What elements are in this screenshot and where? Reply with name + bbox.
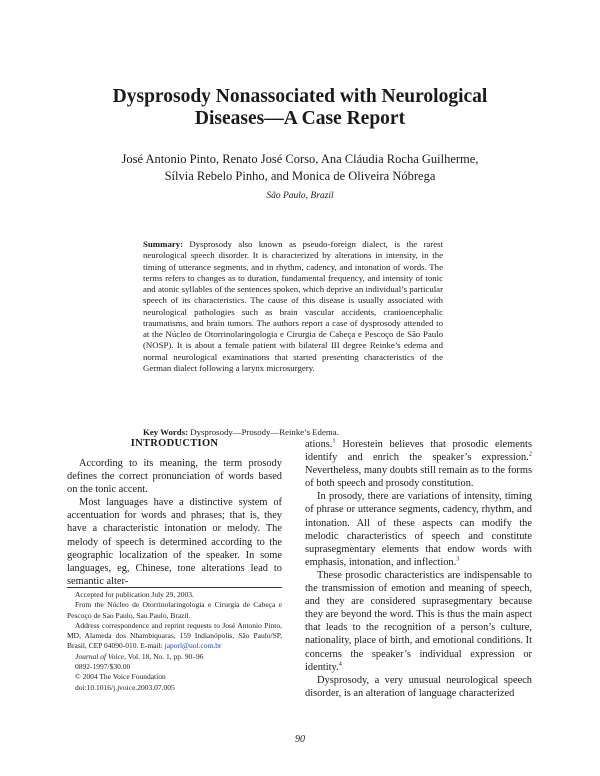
journal-name: Journal of Voice, xyxy=(75,651,127,661)
right-paragraph-4: Dysprosody, a very unusual neurological speech disorder, is an alteration of language characterized xyxy=(305,674,532,699)
footnote-address xyxy=(67,621,282,652)
citation-ref-1: 1 xyxy=(332,437,336,445)
affiliation: São Paulo, Brazil xyxy=(266,191,334,201)
authors-line-1: José Antonio Pinto, Renato José Corso, Ana Cláudia Rocha Guilherme, xyxy=(121,152,479,166)
right-paragraph-3 xyxy=(305,569,532,674)
footnotes xyxy=(67,590,282,693)
footnote-divider xyxy=(67,587,282,588)
keywords xyxy=(143,427,443,438)
author-list xyxy=(40,151,560,185)
title-line-2: Diseases—A Case Report xyxy=(194,108,406,129)
keywords-text: Dysprosody—Prosody—Reinke’s Edema. xyxy=(190,427,339,437)
title-line-1: Dysprosody Nonassociated with Neurological xyxy=(112,86,488,107)
authors-line-2: Sílvia Rebelo Pinho, and Monica de Oliveira Nóbrega xyxy=(164,169,436,183)
page-number: 90 xyxy=(295,734,305,745)
right-paragraph-2 xyxy=(305,490,532,569)
footnote-accepted: Accepted for publication July 29, 2003. xyxy=(75,590,194,599)
keywords-label: Key Words: xyxy=(143,427,189,437)
footnote-issn: 0892-1997/$30.00 xyxy=(75,662,131,672)
right-column xyxy=(305,438,532,700)
introduction-heading: INTRODUCTION xyxy=(130,438,219,449)
footnote-from: From the Núcleo de Otorrinolaringologia e Cirurgia de Cabeça e Pescoço de Sao Paulo, Sau Paulo, Brazil. xyxy=(67,600,282,620)
citation-ref-4: 4 xyxy=(338,660,342,668)
citation-ref-3: 3 xyxy=(456,555,460,563)
right-paragraph-1 xyxy=(305,438,532,490)
intro-paragraph-1: According to its meaning, the term prosody defines the correct pronunciation of words based on the tonic accent. xyxy=(67,458,282,496)
footnote-doi: doi:10.1016/j.jvoice.2003.07.005 xyxy=(75,682,175,692)
summary-abstract xyxy=(143,239,443,374)
footnote-journal xyxy=(67,652,282,662)
p1-text-a: ations. xyxy=(305,439,333,450)
author-email-link[interactable]: japorl@uol.com.br xyxy=(164,641,222,651)
p1-text-c: Nevertheless, many doubts still remain as to the forms of both speech and prosody constitution. xyxy=(305,465,532,490)
footnote-copyright: © 2004 The Voice Foundation xyxy=(75,672,166,682)
footnote-address-text: Address correspondence and reprint requests to José Antonio Pinto, MD, Alameda dos Nhambiquaras, 159 Indianópolis, São Paulo/SP, Brasil, CEP 04090-010. E-mail: xyxy=(67,620,282,651)
citation-ref-2: 2 xyxy=(528,450,532,458)
summary-text: Dysprosody also known as pseudo-foreign dialect, is the rarest neurological speech disorder. It is characterized by alterations in intensity, in the timing of utterance segments, and in rhythm, cadency, and intonation of words. The terms refers to changes as to duration, fundamental frequency, and intensity of tonic and atonic syllables of the sentences spoken, which deprive an individual’s particular speech of its characteristics. The cause of this disease is usually associated with neurological pathologies such as brain vascular accidents, cranioencephalic traumatisms, and brain tumors. The authors report a case of dysprosody attended to at the Núcleo de Otorrinolaringologia e Cirurgia de Cabeça e Pescoço de São Paulo (NOSP). It is about a female patient with bilateral III degree Reinke’s edema and normal neurological examinations that started presenting characteristics of the German dialect following a larynx microsurgery. xyxy=(143,239,443,373)
p1-text-b: Horestein believes that prosodic elements identify and enrich the speaker’s expression. xyxy=(305,439,532,464)
summary-label: Summary: xyxy=(143,239,184,249)
p3-text: These prosodic characteristics are indispensable to the transmission of emotion and meaning of speech, and they are considered suprasegmentary because they are beyond the word. This is thus the main aspect that leads to the recognition of a person’s culture, nationality, place of birth, and emotional conditions. It concerns the speaker’s individual expression or identity. xyxy=(305,569,532,673)
p2-text: In prosody, there are variations of intensity, timing of phrase or utterance segments, cadency, rhythm, and intonation. All of these aspects can modify the melodic characteristics of speech and constitute suprasegmentary elements that endow words with emphasis, intonation, and inflection. xyxy=(305,491,532,568)
intro-paragraph-2: Most languages have a distinctive system of accentuation for words and phrases; that is, they have a characteristic intonation or melody. The melody of speech is determined according to the geographic localization of the speaker. In some languages, eg, Chinese, tone alterations lead to semantic alter- xyxy=(67,497,282,587)
left-column xyxy=(67,438,282,588)
journal-volume: Vol. 18, No. 1, pp. 90–96 xyxy=(127,651,204,661)
article-title xyxy=(60,86,540,130)
